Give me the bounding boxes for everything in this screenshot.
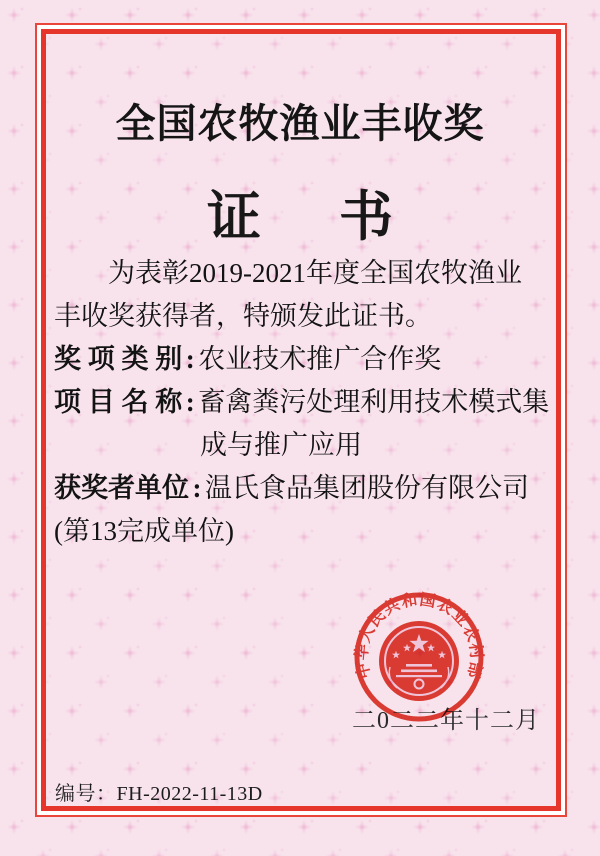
serial-label: 编号： xyxy=(55,783,117,805)
field-value: 温氏食品集团股份有限公司 xyxy=(205,473,529,503)
field-colon: : xyxy=(185,344,195,374)
certificate-title: 全国农牧渔业丰收奖 xyxy=(115,102,485,146)
issue-date: 二0二二年十二月 xyxy=(352,708,540,734)
field-awardee-unit xyxy=(54,467,556,510)
doc-type xyxy=(0,174,600,251)
field-value: 畜禽粪污处理利用技术模式集 xyxy=(198,387,550,417)
field-colon: : xyxy=(185,387,195,417)
serial-number xyxy=(55,777,263,806)
gate-bar xyxy=(406,664,432,667)
field-label: 奖 项 类 别 xyxy=(54,344,183,374)
serial-value: FH-2022-11-13D xyxy=(116,783,263,805)
official-seal xyxy=(349,587,489,727)
field-label: 项 目 名 称 xyxy=(54,387,183,417)
gate-bar xyxy=(396,675,442,677)
doc-type-char-first: 证 xyxy=(207,187,261,247)
field-note: (第13完成单位) xyxy=(54,516,234,546)
field-label: 获奖者单位 xyxy=(54,473,189,503)
doc-type-char-second: 书 xyxy=(339,187,393,247)
intro-line-2: 丰收奖获得者，特颁发此证书。 xyxy=(54,301,432,331)
field-award-category xyxy=(54,338,556,381)
field-colon: : xyxy=(192,473,202,503)
field-value: 农业技术推广合作奖 xyxy=(198,344,442,374)
intro-line-1: 为表彰2019-2021年度全国农牧渔业 xyxy=(108,258,522,288)
certificate-body xyxy=(54,252,556,553)
field-project-name xyxy=(54,381,556,424)
seal-ring-text: 中华人民共和国农业农村部 xyxy=(353,591,485,681)
field-value-continuation: 成与推广应用 xyxy=(200,430,362,460)
national-emblem xyxy=(379,621,459,701)
gate-bar xyxy=(401,670,437,673)
